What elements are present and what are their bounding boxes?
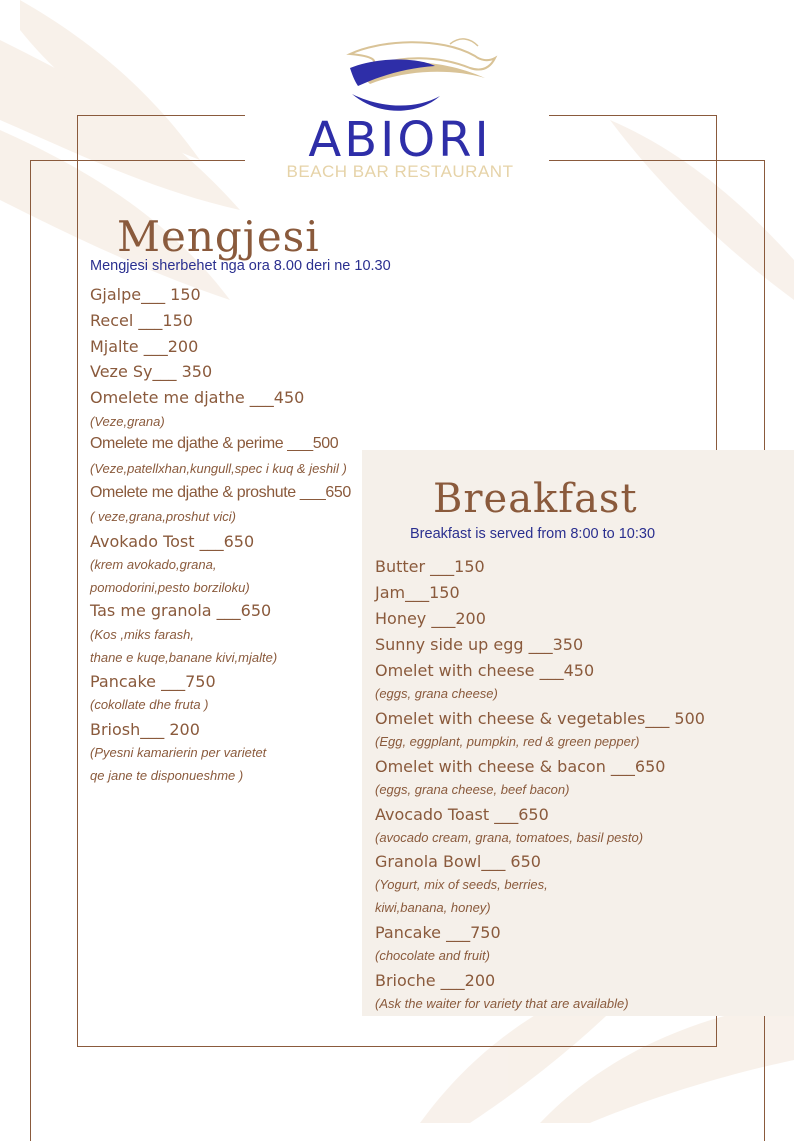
- menu-item-note: (avocado cream, grana, tomatoes, basil pesto): [375, 830, 644, 845]
- menu-item-note: (eggs, grana cheese): [375, 686, 498, 701]
- menu-item: Veze Sy___ 350: [90, 362, 213, 381]
- menu-item-note: pomodorini,pesto borziloku): [90, 580, 250, 595]
- english-section-title: Breakfast: [433, 476, 638, 522]
- english-serving-hours: Breakfast is served from 8:00 to 10:30: [410, 526, 656, 542]
- menu-item-note: (chocolate and fruit): [375, 948, 490, 963]
- menu-item: Butter ___150: [375, 557, 485, 576]
- menu-item: Avocado Toast ___650: [375, 805, 549, 824]
- menu-item: Briosh___ 200: [90, 720, 200, 739]
- menu-item-note: (krem avokado,grana,: [90, 557, 217, 572]
- menu-item: Mjalte ___200: [90, 337, 199, 356]
- menu-item-note: (cokollate dhe fruta ): [90, 697, 209, 712]
- brand-tagline: BEACH BAR RESTAURANT: [286, 162, 514, 181]
- menu-item-note: (eggs, grana cheese, beef bacon): [375, 782, 570, 797]
- menu-item-note: (Yogurt, mix of seeds, berries,: [375, 877, 548, 892]
- menu-item-note: (Veze,patellxhan,kungull,spec i kuq & jeshil ): [90, 461, 347, 476]
- menu-item: Omelet with cheese ___450: [375, 661, 595, 680]
- menu-item: Pancake ___750: [90, 672, 216, 691]
- albanian-section-title: Mengjesi: [117, 212, 320, 261]
- menu-item-note: (Ask the waiter for variety that are available): [375, 996, 629, 1011]
- menu-item: Omelete me djathe & perime ___500: [90, 435, 339, 452]
- menu-item: Omelet with cheese & vegetables___ 500: [375, 709, 705, 728]
- fish-wave-logo-icon: [310, 38, 500, 118]
- menu-item-note: qe jane te disponueshme ): [90, 768, 244, 783]
- menu-item: Omelete me djathe & proshute ___650: [90, 484, 351, 501]
- menu-item-note: (Egg, eggplant, pumpkin, red & green pepper): [375, 734, 640, 749]
- menu-item: Pancake ___750: [375, 923, 501, 942]
- brand-name: ABIORI: [308, 112, 492, 168]
- albanian-serving-hours: Mengjesi sherbehet nga ora 8.00 deri ne 10.30: [90, 258, 391, 274]
- menu-item: Tas me granola ___650: [90, 601, 272, 620]
- menu-item: Granola Bowl___ 650: [375, 852, 541, 871]
- menu-item-note: kiwi,banana, honey): [375, 900, 491, 915]
- restaurant-logo: [270, 38, 530, 186]
- menu-item-note: (Pyesni kamarierin per varietet: [90, 745, 267, 760]
- menu-item: Gjalpe___ 150: [90, 285, 201, 304]
- menu-item: Omelete me djathe ___450: [90, 388, 305, 407]
- menu-item-note: thane e kuqe,banane kivi,mjalte): [90, 650, 278, 665]
- menu-item: Honey ___200: [375, 609, 486, 628]
- menu-item-note: (Veze,grana): [90, 414, 165, 429]
- menu-item: Omelet with cheese & bacon ___650: [375, 757, 666, 776]
- menu-item-note: (Kos ,miks farash,: [90, 627, 195, 642]
- menu-item-note: ( veze,grana,proshut vici): [90, 509, 236, 524]
- menu-item: Brioche ___200: [375, 971, 496, 990]
- menu-item: Recel ___150: [90, 311, 193, 330]
- menu-item: Jam___150: [375, 583, 460, 602]
- menu-item: Sunny side up egg ___350: [375, 635, 584, 654]
- menu-item: Avokado Tost ___650: [90, 532, 255, 551]
